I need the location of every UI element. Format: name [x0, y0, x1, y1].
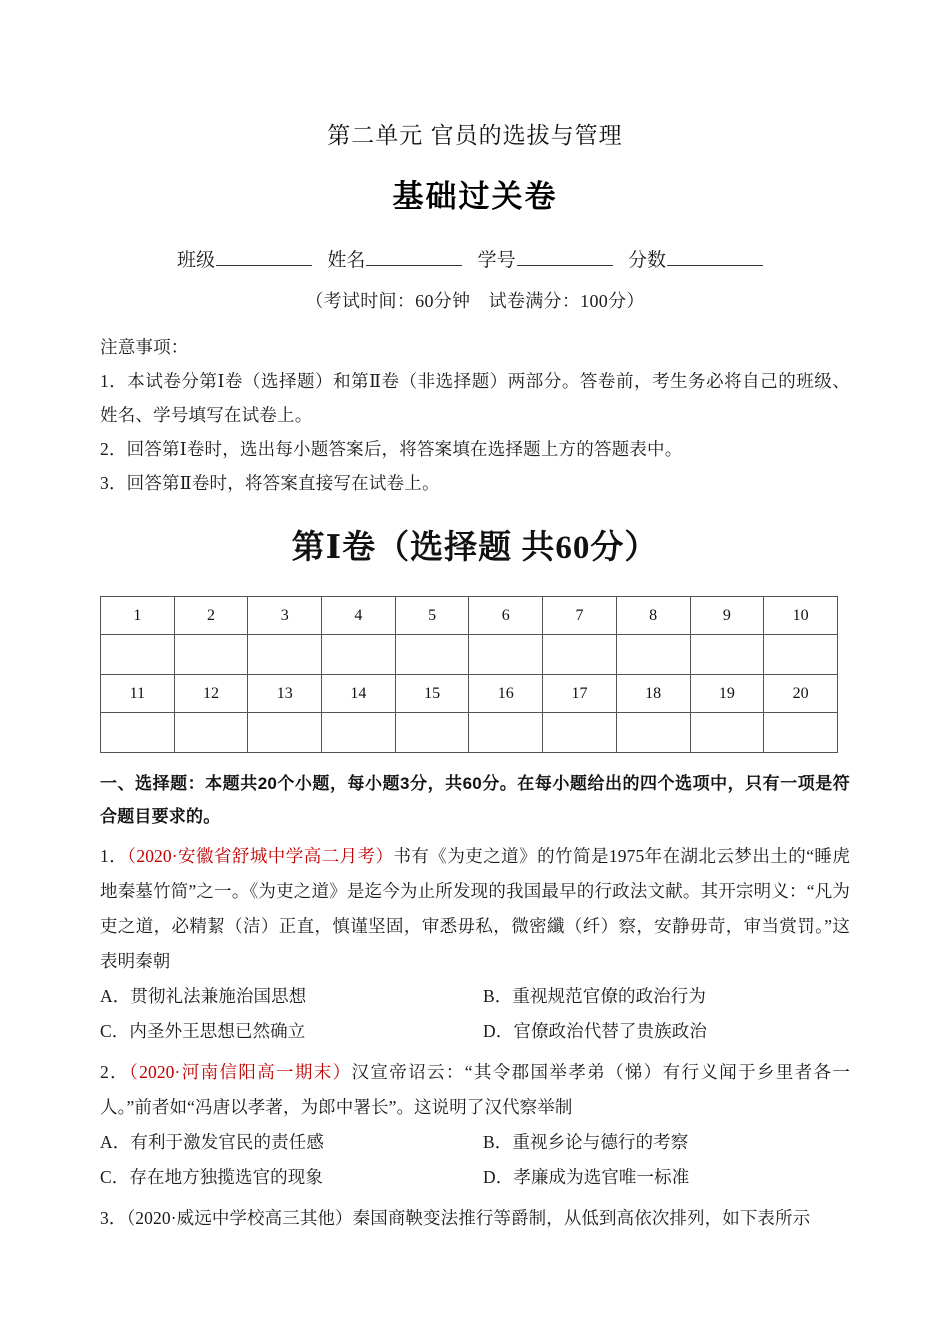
question-1-options	[100, 979, 850, 1049]
answer-cell[interactable]	[322, 635, 396, 675]
class-label: 班级	[177, 250, 216, 271]
table-cell: 19	[690, 675, 764, 713]
question-2-text: 汉宣帝诏云：“其令郡国举孝弟（悌）有行义闻于乡里者各一人。”前者如“冯唐以孝著，为郎中署长”。这说明了汉代察举制	[100, 1062, 851, 1117]
answer-cell[interactable]	[174, 713, 248, 753]
answer-sheet-table[interactable]	[100, 596, 838, 753]
question-3-text: （2020·威远中学校高三其他）秦国商鞅变法推行等爵制，从低到高依次排列，如下表所示	[126, 1208, 811, 1228]
unit-title: 第二单元 官员的选拔与管理	[327, 122, 623, 148]
name-field[interactable]	[327, 250, 462, 271]
notice-item-2: 2．回答第Ⅰ卷时，选出每小题答案后，将答案填在选择题上方的答题表中。	[100, 439, 683, 459]
table-cell: 18	[616, 675, 690, 713]
notice-title: 注意事项：	[100, 337, 189, 357]
table-cell: 2	[174, 597, 248, 635]
option-d[interactable]: D．孝廉成为选官唯一标准	[483, 1167, 690, 1187]
notice-item-1: 1．本试卷分第Ⅰ卷（选择题）和第Ⅱ卷（非选择题）两部分。答卷前，考生务必将自己的班级、姓名、学号填写在试卷上。	[100, 371, 850, 425]
section-header-choice: 一、选择题：本题共20个小题，每小题3分，共60分。在每小题给出的四个选项中，只有一项是符合题目要求的。	[100, 774, 850, 826]
score-rule	[667, 250, 763, 266]
answer-cell[interactable]	[248, 713, 322, 753]
option-c[interactable]: C．存在地方独揽选官的现象	[100, 1167, 323, 1187]
table-cell: 14	[322, 675, 396, 713]
table-cell: 13	[248, 675, 322, 713]
student-info-line	[100, 218, 850, 276]
answer-cell[interactable]	[469, 635, 543, 675]
table-cell: 17	[543, 675, 617, 713]
answer-cell[interactable]	[248, 635, 322, 675]
option-c[interactable]: C．内圣外王思想已然确立	[100, 1021, 306, 1041]
answer-cell[interactable]	[395, 635, 469, 675]
table-row-numbers-1-10	[101, 597, 838, 635]
answer-cell[interactable]	[101, 635, 175, 675]
question-1-stem	[100, 839, 850, 979]
answer-cell[interactable]	[543, 635, 617, 675]
score-field[interactable]	[628, 250, 763, 271]
class-field[interactable]	[177, 250, 312, 271]
answer-cell[interactable]	[395, 713, 469, 753]
student-id-field[interactable]	[478, 250, 613, 271]
answer-table-wrap	[100, 572, 850, 753]
table-cell: 5	[395, 597, 469, 635]
option-a[interactable]: A．贯彻礼法兼施治国思想	[100, 986, 307, 1006]
question-1	[100, 833, 850, 1049]
notice-block	[100, 316, 850, 500]
table-cell: 8	[616, 597, 690, 635]
answer-cell[interactable]	[690, 713, 764, 753]
question-3	[100, 1195, 850, 1236]
table-cell: 4	[322, 597, 396, 635]
exam-meta: （考试时间：60分钟 试卷满分：100分）	[305, 291, 645, 311]
question-3-number: 3．	[100, 1208, 127, 1228]
question-2-stem	[100, 1055, 850, 1125]
question-2	[100, 1049, 850, 1195]
question-2-options	[100, 1125, 850, 1195]
table-cell: 11	[101, 675, 175, 713]
table-cell: 7	[543, 597, 617, 635]
student-id-rule	[517, 250, 613, 266]
answer-cell[interactable]	[174, 635, 248, 675]
volume-title: 第Ⅰ卷（选择题 共60分）	[291, 530, 659, 566]
answer-cell[interactable]	[543, 713, 617, 753]
answer-cell[interactable]	[616, 635, 690, 675]
option-b[interactable]: B．重视乡论与德行的考察	[483, 1132, 689, 1152]
question-2-source: （2020·河南信阳高一期末）	[129, 1062, 352, 1082]
answer-cell[interactable]	[764, 635, 838, 675]
table-cell: 6	[469, 597, 543, 635]
answer-cell[interactable]	[690, 635, 764, 675]
student-id-label: 学号	[477, 250, 516, 271]
table-row-answers-1-10[interactable]	[101, 635, 838, 675]
answer-cell[interactable]	[322, 713, 396, 753]
table-row-numbers-11-20	[101, 675, 838, 713]
question-1-source: （2020·安徽省舒城中学高二月考）	[127, 846, 394, 866]
score-label: 分数	[627, 250, 666, 271]
answer-cell[interactable]	[616, 713, 690, 753]
answer-cell[interactable]	[764, 713, 838, 753]
name-rule	[366, 250, 462, 266]
table-cell: 15	[395, 675, 469, 713]
class-rule	[216, 250, 312, 266]
option-b[interactable]: B．重视规范官僚的政治行为	[483, 986, 706, 1006]
answer-cell[interactable]	[469, 713, 543, 753]
option-a[interactable]: A．有利于激发官民的责任感	[100, 1132, 324, 1152]
notice-item-3: 3．回答第Ⅱ卷时，将答案直接写在试卷上。	[100, 473, 440, 493]
paper-title: 基础过关卷	[392, 179, 558, 214]
table-cell: 16	[469, 675, 543, 713]
question-3-stem	[100, 1201, 850, 1236]
question-1-text: 书有《为吏之道》的竹简是1975年在湖北云梦出土的“睡虎地秦墓竹简”之一。《为吏之道》是迄今为止所发现的我国最早的行政法文献。其开宗明义：“凡为吏之道，必精絜（洁）正直，慎谨坚固，审悉毋私，微密纖（纤）察，安静毋苛，审当赏罚。”这表明秦朝	[100, 846, 850, 971]
table-row-answers-11-20[interactable]	[101, 713, 838, 753]
table-cell: 3	[248, 597, 322, 635]
table-cell: 1	[101, 597, 175, 635]
table-cell: 20	[764, 675, 838, 713]
question-2-number: 2．	[100, 1062, 129, 1082]
question-1-number: 1．	[100, 846, 128, 866]
option-d[interactable]: D．官僚政治代替了贵族政治	[483, 1021, 707, 1041]
table-cell: 10	[764, 597, 838, 635]
name-label: 姓名	[327, 250, 366, 271]
table-cell: 9	[690, 597, 764, 635]
answer-cell[interactable]	[101, 713, 175, 753]
table-cell: 12	[174, 675, 248, 713]
